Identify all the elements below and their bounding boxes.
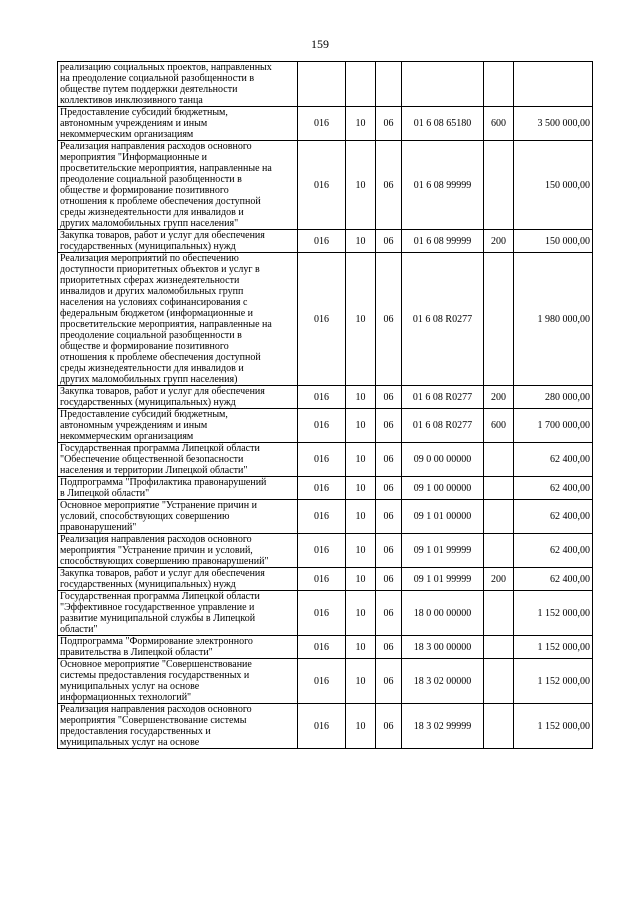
table-row: [58, 477, 593, 500]
expense-type-cell: 200: [484, 230, 514, 253]
target-article-cell: 01 6 08 99999: [402, 141, 484, 230]
section-code-cell: [346, 62, 376, 107]
row-name-cell: Государственная программа Липецкой области "Эффективное государственное управление и развитие муниципальной службы в Липецкой области": [58, 591, 298, 636]
target-article-cell: 01 6 08 R0277: [402, 386, 484, 409]
row-name-cell: Реализация мероприятий по обеспечению доступности приоритетных объектов и услуг в приоритетных сферах жизнедеятельности инвалидов и других маломобильных групп населения на условиях софинансирования с федеральным бюджетом (информационные и просветительские мероприятия, направленные на преодоление социальной разобщенности в обществе и формирование позитивного отношения к проблеме обеспечения доступной среды жизнедеятельности для инвалидов и других маломобильных групп населения): [58, 253, 298, 386]
section-code-cell: 10: [346, 591, 376, 636]
section-code-cell: 10: [346, 704, 376, 749]
ministry-code-cell: 016: [298, 107, 346, 141]
expense-type-cell: [484, 591, 514, 636]
ministry-code-cell: 016: [298, 704, 346, 749]
row-name-cell: Предоставление субсидий бюджетным, автономным учреждениям и иным некоммерческим организациям: [58, 107, 298, 141]
subsection-code-cell: 06: [376, 500, 402, 534]
table-row: [58, 107, 593, 141]
section-code-cell: 10: [346, 253, 376, 386]
expense-type-cell: [484, 443, 514, 477]
target-article-cell: 09 0 00 00000: [402, 443, 484, 477]
subsection-code-cell: 06: [376, 386, 402, 409]
subsection-code-cell: 06: [376, 141, 402, 230]
amount-cell: 62 400,00: [514, 443, 593, 477]
table-row: [58, 568, 593, 591]
section-code-cell: 10: [346, 659, 376, 704]
row-name-cell: Подпрограмма "Формирование электронного правительства в Липецкой области": [58, 636, 298, 659]
page-number: 159: [311, 37, 329, 51]
section-code-cell: 10: [346, 500, 376, 534]
target-article-cell: [402, 62, 484, 107]
amount-cell: 62 400,00: [514, 534, 593, 568]
section-code-cell: 10: [346, 386, 376, 409]
target-article-cell: 09 1 01 99999: [402, 568, 484, 591]
table-row: [58, 141, 593, 230]
row-name-cell: реализацию социальных проектов, направленных на преодоление социальной разобщенности в обществе путем поддержки деятельности коллективов инклюзивного танца: [58, 62, 298, 107]
amount-cell: 3 500 000,00: [514, 107, 593, 141]
ministry-code-cell: 016: [298, 534, 346, 568]
table-row: [58, 704, 593, 749]
row-name-cell: Основное мероприятие "Устранение причин и условий, способствующих совершению правонарушений": [58, 500, 298, 534]
table-row: [58, 591, 593, 636]
budget-table: [57, 61, 593, 749]
section-code-cell: 10: [346, 141, 376, 230]
section-code-cell: 10: [346, 636, 376, 659]
expense-type-cell: [484, 477, 514, 500]
ministry-code-cell: 016: [298, 636, 346, 659]
subsection-code-cell: 06: [376, 659, 402, 704]
row-name-cell: Закупка товаров, работ и услуг для обеспечения государственных (муниципальных) нужд: [58, 568, 298, 591]
row-name-cell: Реализация направления расходов основного мероприятия "Информационные и просветительские мероприятия, направленные на преодоление социальной разобщенности в обществе и формирование позитивного отношения к проблеме обеспечения доступной среды жизнедеятельности для инвалидов и других маломобильных групп населения": [58, 141, 298, 230]
row-name-cell: Реализация направления расходов основного мероприятия "Устранение причин и условий, способствующих совершению правонарушений": [58, 534, 298, 568]
amount-cell: 1 152 000,00: [514, 659, 593, 704]
ministry-code-cell: 016: [298, 230, 346, 253]
ministry-code-cell: 016: [298, 659, 346, 704]
ministry-code-cell: [298, 62, 346, 107]
section-code-cell: 10: [346, 477, 376, 500]
table-row: [58, 443, 593, 477]
row-name-cell: Закупка товаров, работ и услуг для обеспечения государственных (муниципальных) нужд: [58, 230, 298, 253]
row-name-cell: Закупка товаров, работ и услуг для обеспечения государственных (муниципальных) нужд: [58, 386, 298, 409]
amount-cell: 62 400,00: [514, 500, 593, 534]
row-name-cell: Государственная программа Липецкой области "Обеспечение общественной безопасности населения и территории Липецкой области": [58, 443, 298, 477]
table-row: [58, 534, 593, 568]
ministry-code-cell: 016: [298, 386, 346, 409]
ministry-code-cell: 016: [298, 477, 346, 500]
expense-type-cell: [484, 704, 514, 749]
row-name-cell: Основное мероприятие "Совершенствование системы предоставления государственных и муниципальных услуг на основе информационных технологий": [58, 659, 298, 704]
ministry-code-cell: 016: [298, 443, 346, 477]
subsection-code-cell: 06: [376, 591, 402, 636]
amount-cell: 150 000,00: [514, 230, 593, 253]
target-article-cell: 01 6 08 R0277: [402, 409, 484, 443]
ministry-code-cell: 016: [298, 500, 346, 534]
target-article-cell: 18 3 02 00000: [402, 659, 484, 704]
target-article-cell: 01 6 08 99999: [402, 230, 484, 253]
expense-type-cell: 200: [484, 568, 514, 591]
expense-type-cell: [484, 141, 514, 230]
target-article-cell: 01 6 08 R0277: [402, 253, 484, 386]
subsection-code-cell: 06: [376, 253, 402, 386]
amount-cell: 1 152 000,00: [514, 591, 593, 636]
table-row: [58, 659, 593, 704]
subsection-code-cell: 06: [376, 409, 402, 443]
expense-type-cell: 600: [484, 107, 514, 141]
amount-cell: 1 152 000,00: [514, 636, 593, 659]
amount-cell: 1 152 000,00: [514, 704, 593, 749]
table-row: [58, 500, 593, 534]
expense-type-cell: [484, 534, 514, 568]
subsection-code-cell: [376, 62, 402, 107]
expense-type-cell: 200: [484, 386, 514, 409]
target-article-cell: 09 1 00 00000: [402, 477, 484, 500]
expense-type-cell: [484, 659, 514, 704]
section-code-cell: 10: [346, 534, 376, 568]
ministry-code-cell: 016: [298, 409, 346, 443]
table-row: [58, 62, 593, 107]
expense-type-cell: [484, 62, 514, 107]
target-article-cell: 09 1 01 99999: [402, 534, 484, 568]
ministry-code-cell: 016: [298, 141, 346, 230]
table-row: [58, 253, 593, 386]
ministry-code-cell: 016: [298, 253, 346, 386]
amount-cell: [514, 62, 593, 107]
amount-cell: 150 000,00: [514, 141, 593, 230]
target-article-cell: 01 6 08 65180: [402, 107, 484, 141]
section-code-cell: 10: [346, 230, 376, 253]
target-article-cell: 18 3 02 99999: [402, 704, 484, 749]
table-row: [58, 230, 593, 253]
table-row: [58, 386, 593, 409]
amount-cell: 1 980 000,00: [514, 253, 593, 386]
amount-cell: 280 000,00: [514, 386, 593, 409]
section-code-cell: 10: [346, 443, 376, 477]
subsection-code-cell: 06: [376, 107, 402, 141]
target-article-cell: 18 3 00 00000: [402, 636, 484, 659]
subsection-code-cell: 06: [376, 230, 402, 253]
target-article-cell: 18 0 00 00000: [402, 591, 484, 636]
expense-type-cell: [484, 636, 514, 659]
ministry-code-cell: 016: [298, 568, 346, 591]
expense-type-cell: [484, 253, 514, 386]
table-row: [58, 636, 593, 659]
section-code-cell: 10: [346, 107, 376, 141]
subsection-code-cell: 06: [376, 704, 402, 749]
subsection-code-cell: 06: [376, 477, 402, 500]
row-name-cell: Предоставление субсидий бюджетным, автономным учреждениям и иным некоммерческим организациям: [58, 409, 298, 443]
target-article-cell: 09 1 01 00000: [402, 500, 484, 534]
row-name-cell: Подпрограмма "Профилактика правонарушений в Липецкой области": [58, 477, 298, 500]
subsection-code-cell: 06: [376, 443, 402, 477]
row-name-cell: Реализация направления расходов основного мероприятия "Совершенствование системы предоставления государственных и муниципальных услуг на основе: [58, 704, 298, 749]
amount-cell: 62 400,00: [514, 477, 593, 500]
section-code-cell: 10: [346, 409, 376, 443]
amount-cell: 1 700 000,00: [514, 409, 593, 443]
section-code-cell: 10: [346, 568, 376, 591]
subsection-code-cell: 06: [376, 636, 402, 659]
expense-type-cell: 600: [484, 409, 514, 443]
subsection-code-cell: 06: [376, 534, 402, 568]
table-row: [58, 409, 593, 443]
expense-type-cell: [484, 500, 514, 534]
amount-cell: 62 400,00: [514, 568, 593, 591]
subsection-code-cell: 06: [376, 568, 402, 591]
ministry-code-cell: 016: [298, 591, 346, 636]
